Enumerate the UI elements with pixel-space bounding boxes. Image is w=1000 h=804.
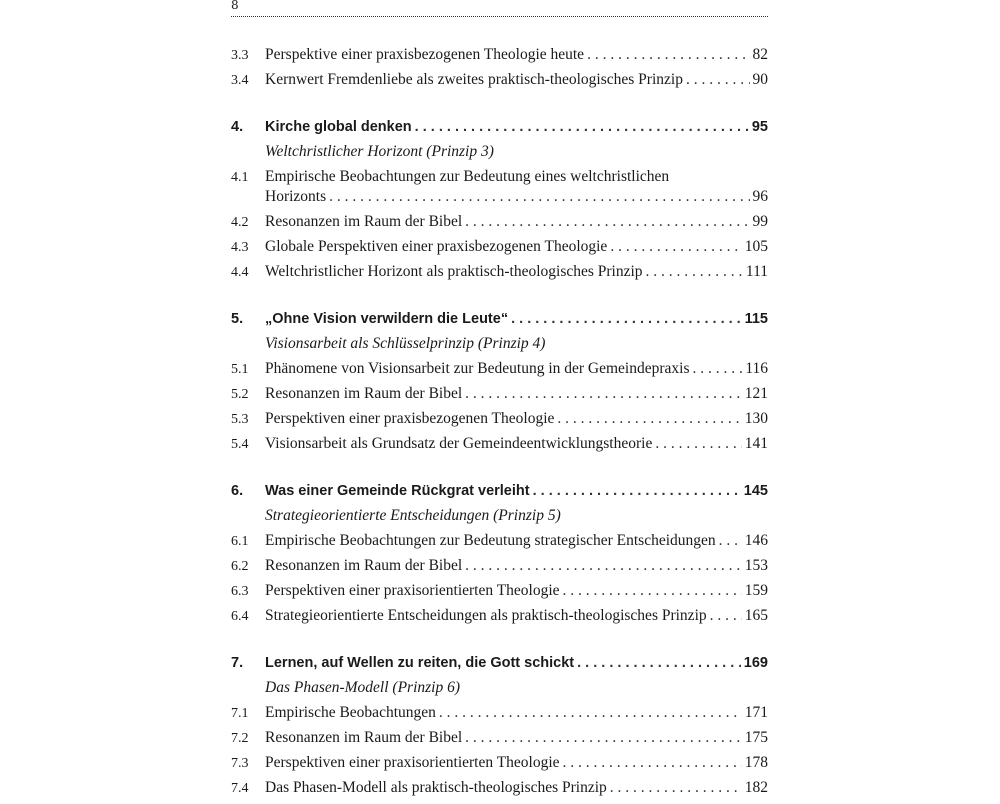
chapter-page: 95 <box>751 119 768 135</box>
dot-leader <box>655 435 741 453</box>
toc-chapter <box>231 483 768 632</box>
toc-entry-page: 116 <box>745 360 768 377</box>
toc-entry-title: Empirische Beobachtungen zur Bedeutung eines weltchristlichen <box>265 168 670 185</box>
toc-entry-number: 7.1 <box>231 706 249 721</box>
toc-entry-title: Perspektiven einer praxisorientierten Theologie <box>265 582 560 599</box>
toc-entry-page: 141 <box>744 435 768 452</box>
chapter-title: Kirche global denken <box>265 119 412 135</box>
toc-entry-number: 5.3 <box>231 412 249 427</box>
toc-entry-page: 159 <box>744 582 768 599</box>
toc-entry <box>231 71 768 96</box>
toc-entry-number: 4.3 <box>231 240 249 255</box>
toc-entry <box>231 582 768 607</box>
toc-entry-title: Visionsarbeit als Grundsatz der Gemeindeentwicklungstheorie <box>265 435 653 452</box>
toc-entry-title: Resonanzen im Raum der Bibel <box>265 385 463 402</box>
toc-entry <box>231 213 768 238</box>
page-number: 8 <box>231 0 239 12</box>
chapter-title: Was einer Gemeinde Rückgrat verleiht <box>265 483 530 499</box>
toc-entry-title: Perspektive einer praxisbezogenen Theologie heute <box>265 46 585 63</box>
dot-leader <box>563 582 742 600</box>
toc-entry-title: Resonanzen im Raum der Bibel <box>265 213 463 230</box>
toc-entry <box>231 410 768 435</box>
toc-entry-number: 7.3 <box>231 756 249 771</box>
dot-leader <box>465 385 742 403</box>
dot-leader <box>465 729 742 747</box>
chapter-title: Lernen, auf Wellen zu reiten, die Gott schickt <box>265 655 575 671</box>
dot-leader <box>710 607 742 625</box>
toc-entry-page: 121 <box>744 385 768 402</box>
toc-entry-page: 105 <box>744 238 768 255</box>
dot-leader <box>587 46 749 64</box>
toc-entry-number: 3.3 <box>231 48 249 63</box>
chapter-heading <box>231 311 768 333</box>
toc-entry-number: 4.1 <box>231 170 249 185</box>
toc-entry-page: 96 <box>752 188 768 205</box>
toc-entry-title: Weltchristlicher Horizont als praktisch-theologisches Prinzip <box>265 263 643 280</box>
toc-entry-number: 6.4 <box>231 609 249 624</box>
toc-entry-title-continued: Horizonts <box>265 188 327 205</box>
chapter-subtitle: Strategieorientierte Entscheidungen (Prinzip 5) <box>265 507 561 524</box>
chapter-number: 5. <box>231 311 244 327</box>
toc-entry-title: Phänomene von Visionsarbeit zur Bedeutung in der Gemeindepraxis <box>265 360 690 377</box>
toc-entry <box>231 532 768 557</box>
toc-entry-number: 4.4 <box>231 265 249 280</box>
dot-leader <box>557 410 741 428</box>
toc-entry <box>231 729 768 754</box>
chapter-heading <box>231 483 768 505</box>
toc-entry-title: Resonanzen im Raum der Bibel <box>265 557 463 574</box>
toc-entry-page: 153 <box>744 557 768 574</box>
toc-chapter <box>231 311 768 460</box>
toc-entry-title: Globale Perspektiven einer praxisbezogenen Theologie <box>265 238 608 255</box>
toc-entry-title: Das Phasen-Modell als praktisch-theologisches Prinzip <box>265 779 607 796</box>
toc-entry <box>231 46 768 71</box>
toc-entry <box>231 360 768 385</box>
chapter-page: 169 <box>743 655 768 671</box>
dot-leader <box>439 704 742 722</box>
toc-entry-page: 165 <box>744 607 768 624</box>
running-header <box>231 0 768 22</box>
toc-chapter <box>231 119 768 288</box>
toc-entry <box>231 263 768 288</box>
chapter-page: 115 <box>744 311 768 327</box>
toc-entry-page: 178 <box>744 754 768 771</box>
toc-entry-title: Empirische Beobachtungen <box>265 704 436 721</box>
toc-entry-title: Kernwert Fremdenliebe als zweites praktisch-theologisches Prinzip <box>265 71 683 88</box>
toc-entry-title: Empirische Beobachtungen zur Bedeutung strategischer Entscheidungen <box>265 532 716 549</box>
dot-leader <box>465 213 749 231</box>
toc-entry-number: 5.4 <box>231 437 249 452</box>
toc-entry-number: 3.4 <box>231 73 249 88</box>
dot-leader <box>693 360 743 378</box>
toc-entry-page: 146 <box>744 532 768 549</box>
header-dotted-rule <box>231 16 768 17</box>
toc-entry-page: 111 <box>745 263 768 280</box>
dot-leader <box>511 311 742 327</box>
chapter-title: „Ohne Vision verwildern die Leute“ <box>265 311 509 327</box>
toc-entry <box>231 704 768 729</box>
dot-leader <box>563 754 742 772</box>
toc-entry-page: 171 <box>744 704 768 721</box>
toc-entry-page: 99 <box>752 213 768 230</box>
toc-entry-number: 5.1 <box>231 362 249 377</box>
chapter-subtitle: Visionsarbeit als Schlüsselprinzip (Prinzip 4) <box>265 335 546 352</box>
toc-entry-number: 7.4 <box>231 781 249 796</box>
toc-entry-number: 4.2 <box>231 215 249 230</box>
chapter-number: 4. <box>231 119 244 135</box>
toc-entry <box>231 607 768 632</box>
toc-entry-number: 7.2 <box>231 731 249 746</box>
toc-entry <box>231 754 768 779</box>
chapter-subtitle: Das Phasen-Modell (Prinzip 6) <box>265 679 461 696</box>
dot-leader <box>610 779 742 797</box>
toc-entry-page: 175 <box>744 729 768 746</box>
dot-leader <box>329 188 749 206</box>
toc-entry-title: Perspektiven einer praxisbezogenen Theologie <box>265 410 555 427</box>
toc-entry <box>231 557 768 582</box>
toc-entry <box>231 779 768 804</box>
toc-entry-title: Perspektiven einer praxisorientierten Theologie <box>265 754 560 771</box>
toc-entry-number: 6.1 <box>231 534 249 549</box>
chapter-number: 6. <box>231 483 244 499</box>
table-of-contents <box>231 46 768 804</box>
toc-entry-page: 82 <box>752 46 768 63</box>
toc-entry <box>231 435 768 460</box>
toc-entry-number: 5.2 <box>231 387 249 402</box>
toc-entry <box>231 168 768 213</box>
dot-leader <box>465 557 742 575</box>
chapter-number: 7. <box>231 655 244 671</box>
toc-entry <box>231 238 768 263</box>
toc-chapter <box>231 655 768 804</box>
dot-leader <box>533 483 741 499</box>
chapter-page: 145 <box>743 483 768 499</box>
toc-entry <box>231 385 768 410</box>
toc-entry-page: 130 <box>744 410 768 427</box>
toc-entry-title: Strategieorientierte Entscheidungen als praktisch-theologisches Prinzip <box>265 607 707 624</box>
chapter-heading <box>231 119 768 141</box>
chapter-subtitle: Weltchristlicher Horizont (Prinzip 3) <box>265 143 494 160</box>
chapter-heading <box>231 655 768 677</box>
toc-entry-page: 182 <box>744 779 768 796</box>
dot-leader <box>610 238 741 256</box>
dot-leader <box>719 532 742 550</box>
toc-entry-page: 90 <box>752 71 768 88</box>
dot-leader <box>646 263 743 281</box>
dot-leader <box>686 71 750 89</box>
toc-entry-number: 6.3 <box>231 584 249 599</box>
toc-entry-title: Resonanzen im Raum der Bibel <box>265 729 463 746</box>
dot-leader <box>577 655 741 671</box>
toc-entry-number: 6.2 <box>231 559 249 574</box>
dot-leader <box>415 119 749 135</box>
